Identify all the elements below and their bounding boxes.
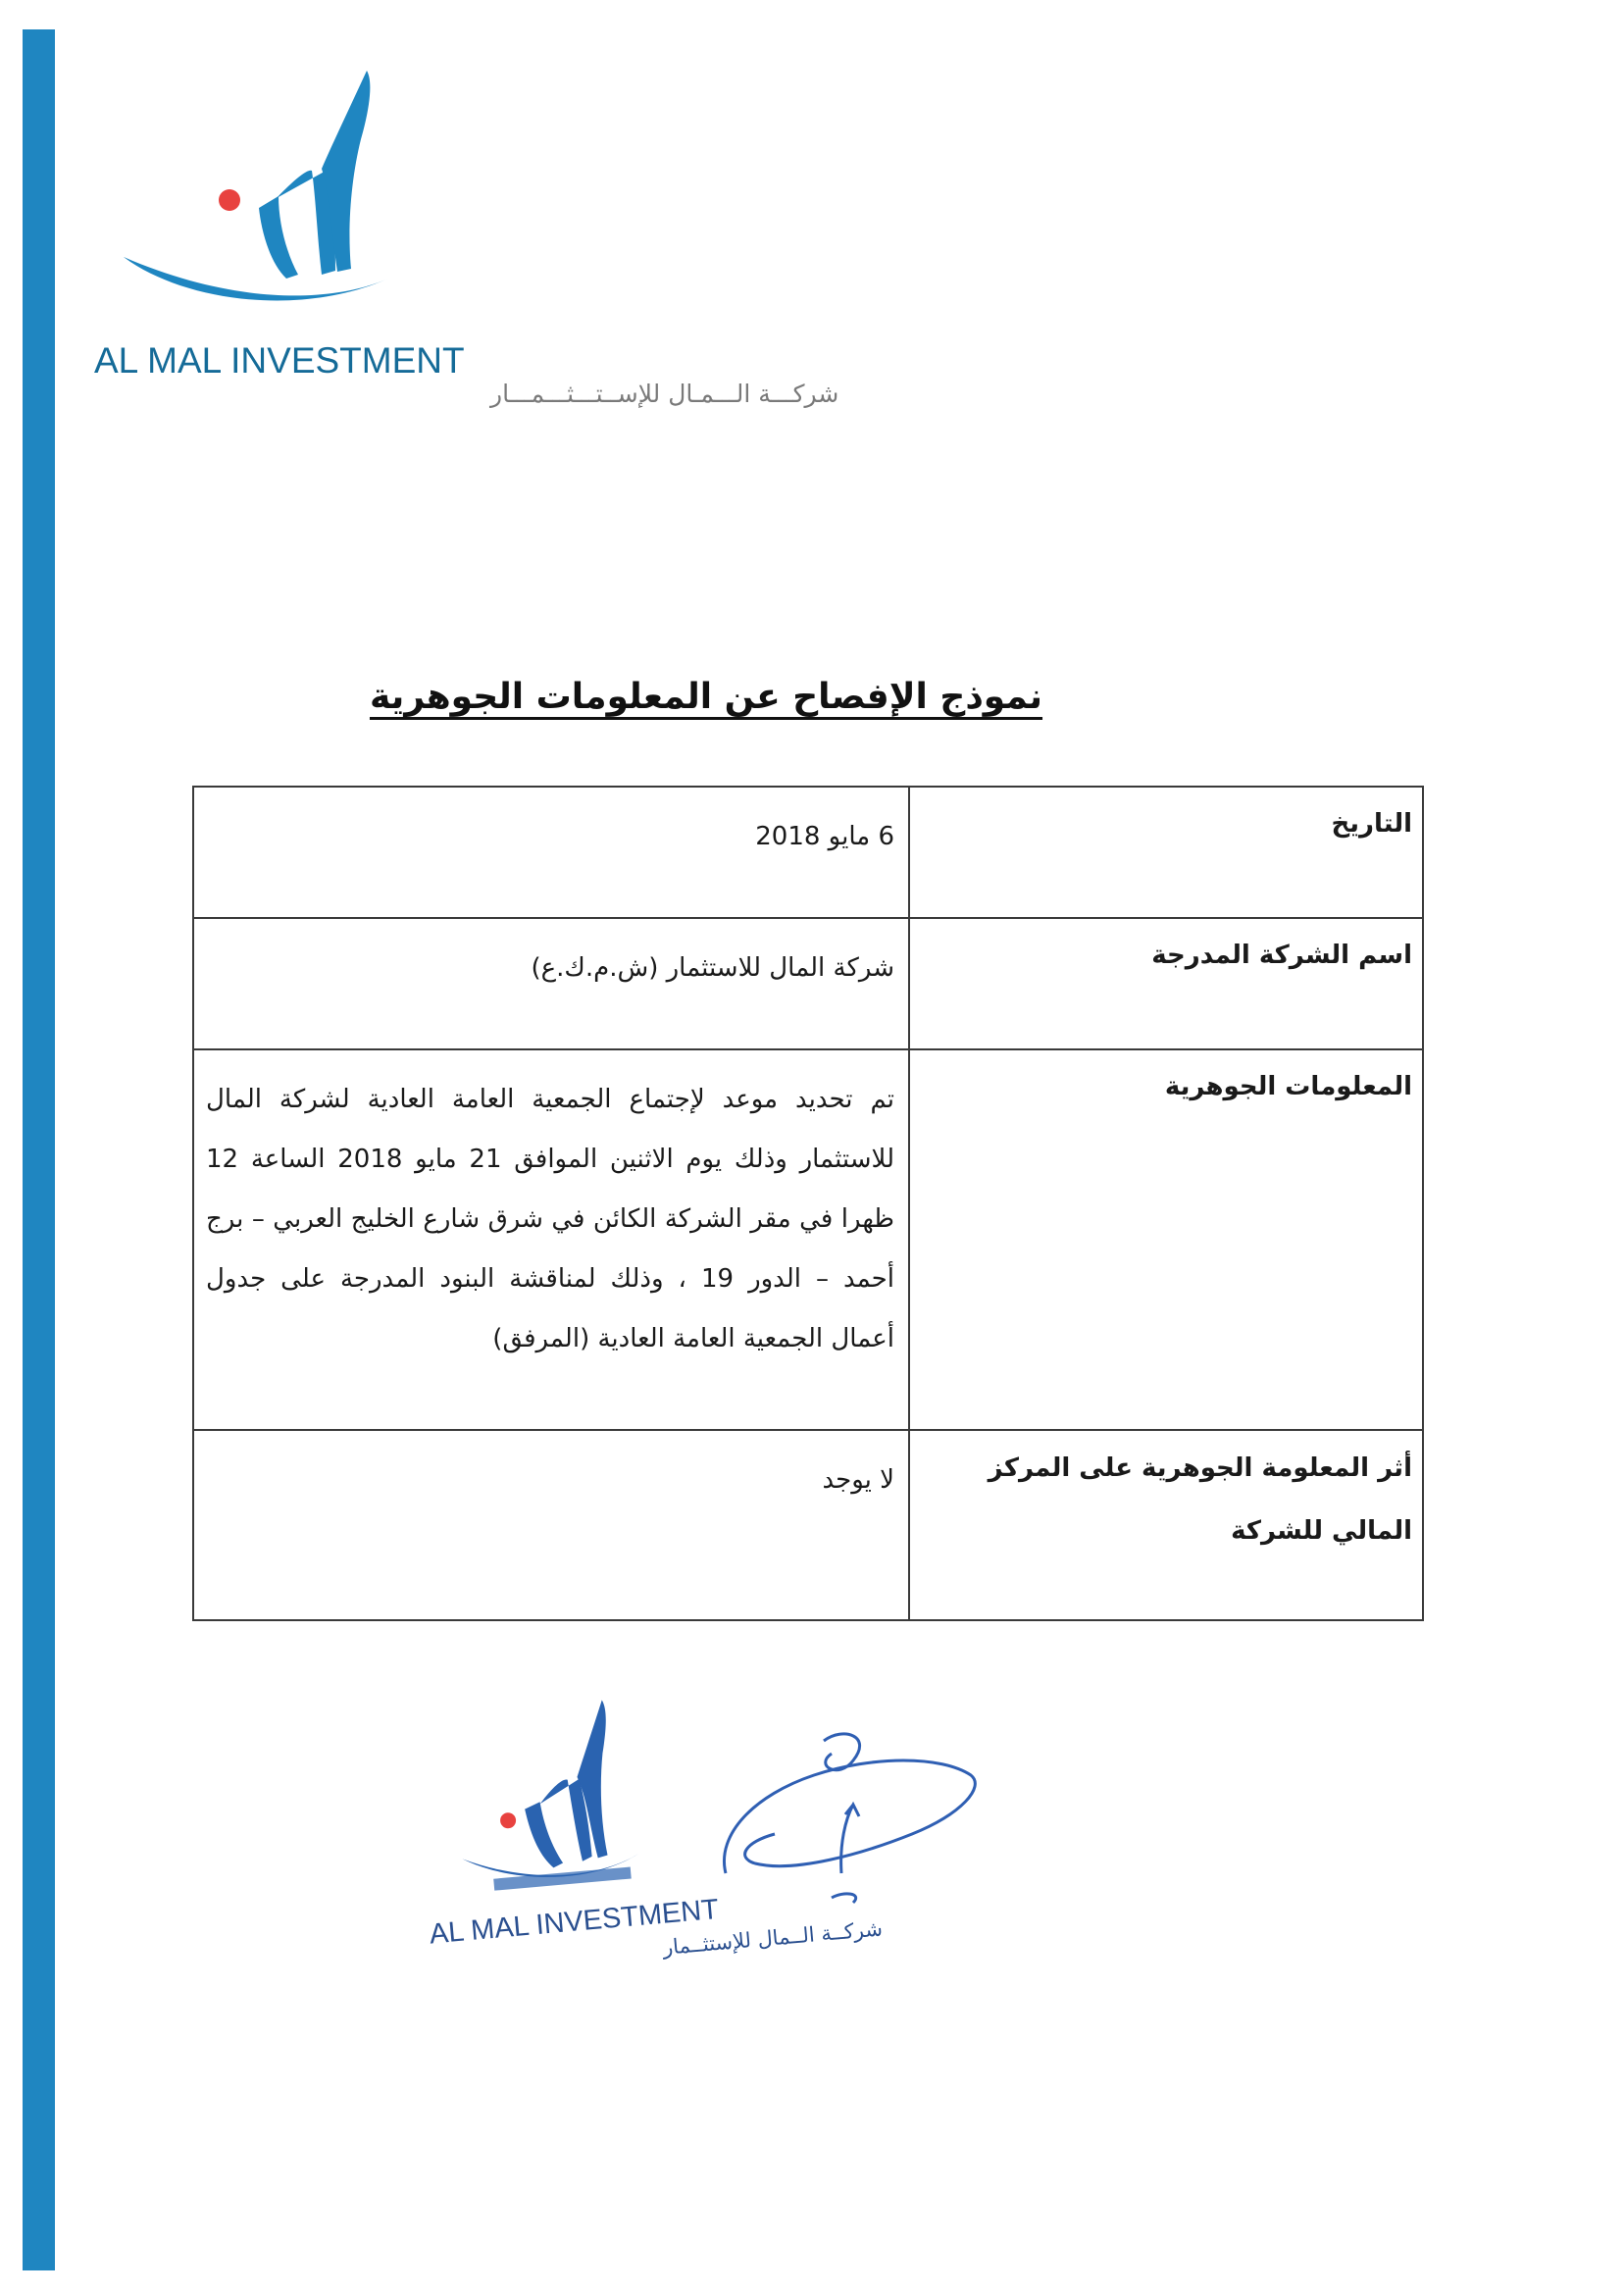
logo-stroke-left bbox=[259, 196, 298, 279]
stamp-text-en: AL MAL INVESTMENT bbox=[428, 1893, 721, 1951]
date-value: 6 مايو 2018 bbox=[755, 822, 894, 851]
company-name-value: شركة المال للاستثمار (ش.م.ك.ع) bbox=[531, 953, 894, 983]
stamp-text-ar: شركــة الــمال للإستثــمار bbox=[661, 1916, 884, 1960]
side-accent-bar bbox=[23, 29, 55, 2270]
row-value-company bbox=[193, 918, 909, 1049]
table-row bbox=[193, 1049, 1423, 1430]
row-label-impact bbox=[909, 1430, 1423, 1620]
impact-value: لا يوجد bbox=[822, 1465, 894, 1495]
stamp-red-dot bbox=[499, 1812, 516, 1829]
impact-label: أثر المعلومة الجوهرية على المركز المالي للشركة bbox=[988, 1453, 1412, 1546]
row-label-company: اسم الشركة المدرجة bbox=[909, 918, 1423, 1049]
logo-red-dot bbox=[219, 189, 240, 211]
table-row bbox=[193, 918, 1423, 1049]
company-logo bbox=[94, 61, 839, 408]
table-row bbox=[193, 787, 1423, 918]
table-row bbox=[193, 1430, 1423, 1620]
row-label-date: التاريخ bbox=[909, 787, 1423, 918]
row-value-date bbox=[193, 787, 909, 918]
row-value-material-info: تم تحديد موعد لإجتماع الجمعية العامة العادية لشركة المال للاستثمار وذلك يوم الاثنين الموافق 21 مايو 2018 الساعة 12 ظهرا في مقر الشركة الكائن في شرق شارع الخليج العربي – برج أحمد – الدور 19 ، وذلك لمناقشة البنود المدرجة على جدول أعمال الجمعية العامة العادية (المرفق) bbox=[193, 1049, 909, 1430]
row-label-material-info: المعلومات الجوهرية bbox=[909, 1049, 1423, 1430]
signature bbox=[716, 1726, 990, 1908]
logo-text-ar: شركـــة الـــمـال للإســتـــثـــمـــار bbox=[490, 380, 839, 408]
logo-text-en: AL MAL INVESTMENT bbox=[94, 340, 465, 381]
document-title: نموذج الإفصاح عن المعلومات الجوهرية bbox=[369, 677, 1043, 717]
disclosure-table bbox=[192, 786, 1424, 1621]
row-value-impact bbox=[193, 1430, 909, 1620]
company-stamp bbox=[410, 1684, 884, 1995]
